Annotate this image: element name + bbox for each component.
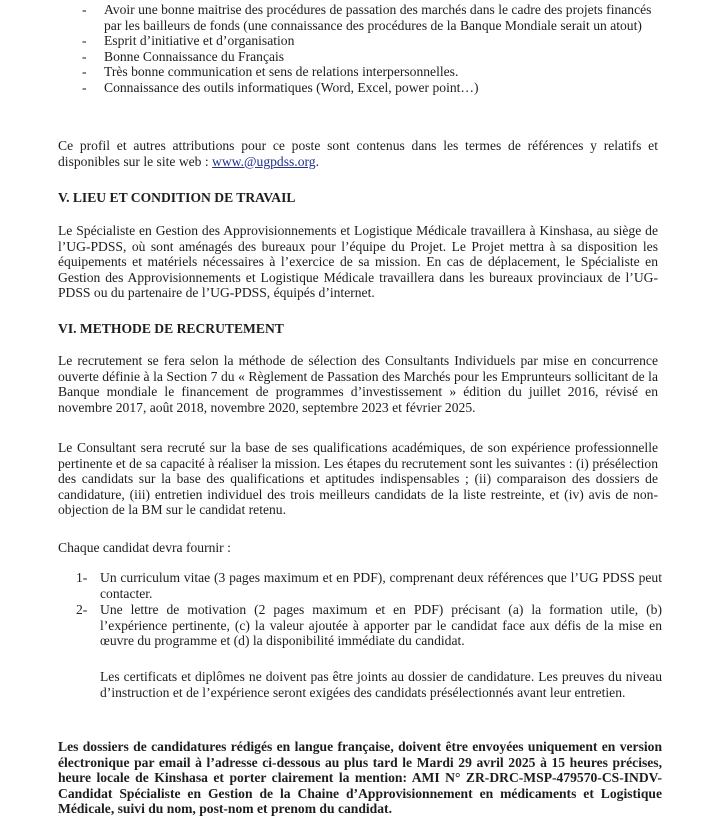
list-item [82, 80, 662, 96]
bullet-dash: - [82, 79, 87, 95]
item-number: 1- [76, 570, 88, 585]
list-item-text: Très bonne communication et sens de relations interpersonnelles. [104, 64, 459, 80]
recruitment-paragraph-1: Le recrutement se fera selon la méthode de sélection des Consultants Individuels par mise en concurrence ouverte définie à la Section 7 du « Règlement de Passation des Marchés pour les Emprunteurs sollicitant de la Banque mondiale le financement de programmes d’investissement » édition du juillet 2016, révisé en novembre 2017, août 2018, novembre 2020, septembre 2023 et février 2025. [58, 353, 658, 415]
section-5-body: Le Spécialiste en Gestion des Approvisionnements et Logistique Médicale travaillera à Kinshasa, au siège de l’UG-PDSS, où sont aménagés des bureaux pour l’équipe du Projet. Le Projet mettra à sa disposition les équipements et matériels nécessaires à l’exercice de sa mission. En cas de déplacement, le Spécialiste en Gestion des Approvisionnements et Logistique Médicale travaillera dans les bureaux provinciaux de l’UG-PDSS ou du partenaire de l’UG-PDSS, équipés d’internet. [58, 223, 658, 301]
submission-instructions: Les dossiers de candidatures rédigés en langue française, doivent être envoyées uniquement en version électronique par email à l’adresse ci-dessous au plus tard le Mardi 29 avril 2025 à 15 heures précises, heure locale de Kinshasa et porter clairement la mention: AMI N° ZR-DRC-MSP-479570-CS-INDV-Candidat Spécialiste en Gestion de la Chaine d’Approvisionnement en médicaments et Logistique Médicale, suivi du nom, post-nom et prenom du candidat. [58, 739, 662, 817]
list-item [82, 64, 662, 80]
bullet-dash: - [82, 33, 87, 49]
list-item [82, 33, 662, 49]
qualification-list [82, 2, 662, 96]
website-link[interactable]: www.@ugpdss.org [212, 153, 316, 169]
list-item-text: Connaissance des outils informatiques (Word, Excel, power point…) [104, 79, 479, 95]
list-item-text: Bonne Connaissance du Français [104, 48, 285, 64]
item-text: Une lettre de motivation (2 pages maximum et en PDF) précisant (a) la formation utile, (b) l’expérience pertinente, (c) la valeur ajoutée à apporter par le candidat face aux défis de la mise en œuvre du programme et (d) la disponibilité immédiate du candidat. [100, 602, 662, 649]
required-document-item [76, 570, 662, 601]
list-item [82, 49, 662, 65]
profile-text: Ce profil et autres attributions pour ce poste sont contenus dans les termes de références y relatifs et disponibles sur le site web : [58, 138, 658, 169]
bullet-dash: - [82, 64, 87, 80]
list-item [82, 2, 662, 33]
section-5-heading: V. LIEU ET CONDITION DE TRAVAIL [58, 190, 296, 205]
required-documents-intro: Chaque candidat devra fournir : [58, 540, 231, 555]
certificates-note: Les certificats et diplômes ne doivent pas être joints au dossier de candidature. Les preuves du niveau d’instruction et de l’expérience seront exigées des candidats présélectionnés avant leur entretien. [100, 669, 662, 700]
list-item-text: Esprit d’initiative et d’organisation [104, 33, 295, 49]
profile-paragraph [58, 138, 658, 169]
bullet-dash: - [82, 2, 87, 17]
item-text: Un curriculum vitae (3 pages maximum et en PDF), comprenant deux références que l’UG PDSS peut contacter. [100, 570, 662, 601]
recruitment-paragraph-2: Le Consultant sera recruté sur la base de ses qualifications académiques, de son expérience professionnelle pertinente et de sa capacité à réaliser la mission. Les étapes du recrutement sont les suivantes : (i) présélection des candidats sur la base des qualifications et aptitudes indispensables ; (ii) comparaison des dossiers de candidature, (iii) entretien individuel des trois meilleurs candidats de la liste restreinte, et (iv) avis de non-objection de la BM sur le candidat retenu. [58, 440, 658, 518]
item-number: 2- [76, 602, 88, 617]
required-document-item [76, 602, 662, 649]
bullet-dash: - [82, 48, 87, 64]
section-6-heading: VI. METHODE DE RECRUTEMENT [58, 321, 284, 336]
list-item-text: Avoir une bonne maitrise des procédures de passation des marchés dans le cadre des projets financés par les bailleurs de fonds (une connaissance des procédures de la Banque Mondiale serait un atout) [104, 2, 652, 33]
profile-end: . [315, 153, 319, 169]
